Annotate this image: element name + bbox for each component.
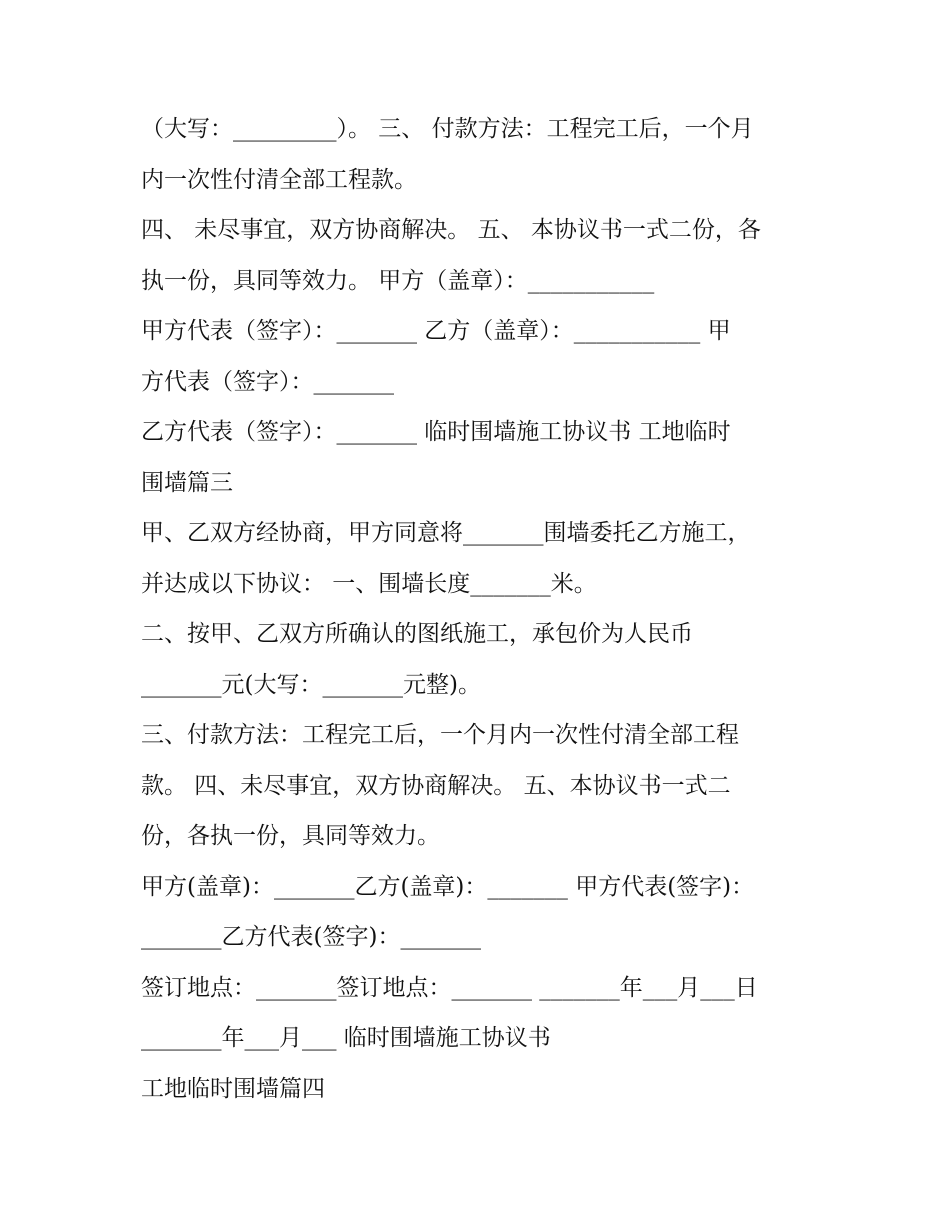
text-line: 内一次性付清全部工程款。 bbox=[141, 166, 417, 193]
text-line: 执一份，具同等效力。 甲方（盖章）：___________ bbox=[141, 267, 655, 294]
text-line: _______乙方代表(签字)：_______ bbox=[141, 924, 481, 950]
text-line: 乙方代表（签字）：_______ 临时围墙施工协议书 工地临时 bbox=[141, 419, 731, 445]
text-line: 三、付款方法：工程完工后，一个月内一次性付清全部工程 bbox=[141, 722, 739, 748]
text-line: 签订地点：_______签订地点：_______ _______年___月___日 bbox=[141, 974, 758, 1001]
text-line: 甲、乙双方经协商，甲方同意将_______围墙委托乙方施工， bbox=[141, 520, 751, 546]
text-line: _______年___月___ 临时围墙施工协议书 bbox=[141, 1025, 551, 1051]
text-line: _______元(大写：_______元整)。 bbox=[141, 671, 481, 698]
text-line: 并达成以下协议： 一、围墙长度_______米。 bbox=[141, 570, 597, 597]
text-line: 方代表（签字）：_______ bbox=[141, 368, 394, 395]
text-line: 二、按甲、乙双方所确认的图纸施工，承包价为人民币 bbox=[141, 621, 693, 647]
text-line: 工地临时围墙篇四 bbox=[141, 1075, 325, 1102]
text-line: 甲方代表（签字）：_______ 乙方（盖章）：___________ 甲 bbox=[141, 318, 731, 344]
document-body bbox=[141, 104, 821, 1114]
text-line: 款。 四、未尽事宜，双方协商解决。 五、本协议书一式二 bbox=[141, 772, 731, 799]
text-line: 四、 未尽事宜，双方协商解决。 五、 本协议书一式二份，各 bbox=[141, 217, 761, 243]
text-line: （大写：_________）。 三、 付款方法：工程完工后，一个月 bbox=[141, 116, 754, 142]
text-line: 围墙篇三 bbox=[141, 469, 233, 496]
text-line: 份，各执一份，具同等效力。 bbox=[141, 823, 440, 849]
text-line: 甲方(盖章)：_______乙方(盖章)：_______ 甲方代表(签字)： bbox=[141, 873, 755, 900]
